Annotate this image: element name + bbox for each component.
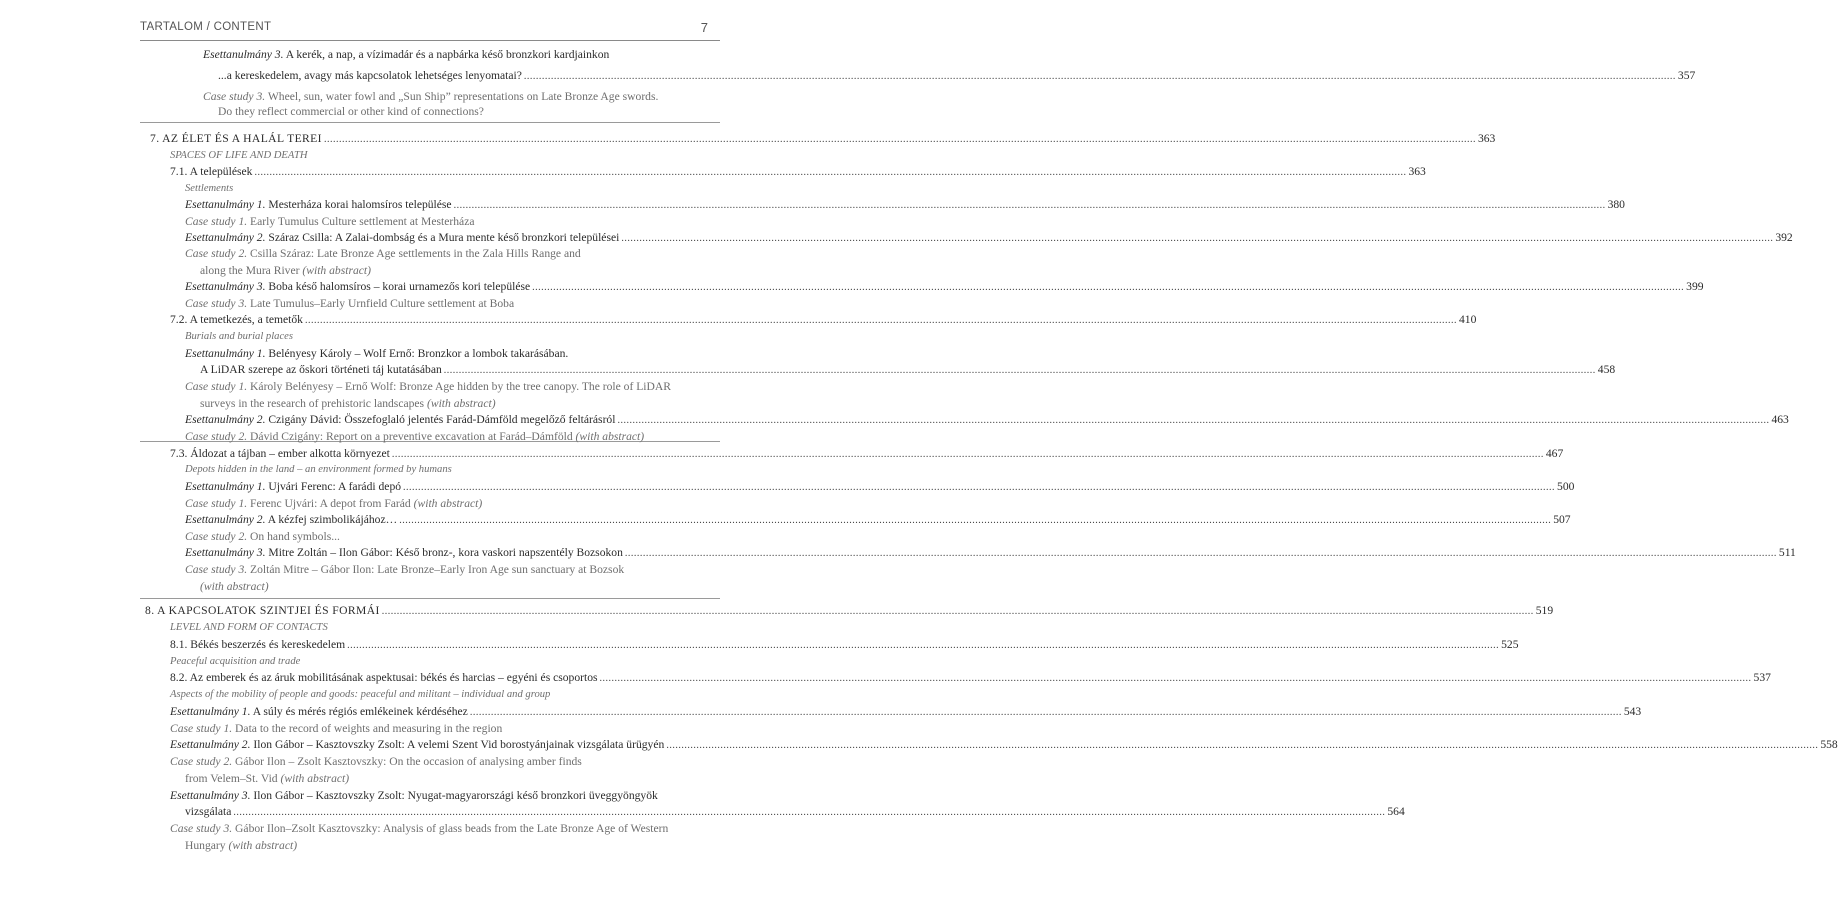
toc-entry-text (185, 245, 581, 262)
toc-entry-label: Esettanulmány 3. (185, 546, 266, 559)
toc-entry-title: Zoltán Mitre – Gábor Ilon: Late Bronze–Early Iron Age sun sanctuary at Bozsok (247, 563, 625, 576)
toc-entry-text (185, 428, 644, 445)
toc-entry (185, 213, 705, 230)
toc-entry (185, 245, 705, 262)
toc-entry (170, 147, 705, 164)
toc-entry-label: Esettanulmány 1. (170, 705, 251, 718)
toc-entry-label: Esettanulmány 3. (185, 280, 266, 293)
toc-entry-page: 363 (1408, 165, 1426, 178)
toc-entry-title: Csilla Száraz: Late Bronze Age settlements in the Zala Hills Range and (247, 247, 581, 260)
toc-entry-text (185, 461, 452, 478)
toc-entry-label: Case study 1. (185, 380, 248, 393)
toc-entry (185, 295, 705, 312)
toc-entry-text (170, 753, 582, 770)
dot-leader (444, 362, 1596, 379)
toc-entry (145, 602, 1554, 619)
toc-entry-label: Esettanulmány 1. (185, 198, 266, 211)
dot-leader (324, 131, 1476, 148)
toc-entry-title: ...a kereskedelem, avagy más kapcsolatok lehetséges lenyomatai? (218, 69, 522, 82)
toc-entry-text (150, 130, 322, 147)
toc-entry-label: Case study 1. (185, 215, 248, 228)
toc-entry (185, 229, 1793, 246)
toc-entry (185, 328, 705, 345)
toc-entry-text (185, 213, 474, 230)
toc-entry-title: A LiDAR szerepe az őskori történeti táj kutatásában (200, 363, 442, 376)
toc-entry-page: 363 (1477, 132, 1496, 145)
toc-entry-text (185, 495, 482, 512)
toc-entry-text (185, 278, 530, 295)
with-abstract-note: (with abstract) (575, 430, 645, 443)
toc-entry-page: 507 (1553, 513, 1571, 526)
toc-entry-title: 8.1. Békés beszerzés és kereskedelem (170, 638, 346, 651)
toc-entry-text (185, 528, 340, 545)
toc-entry-text (170, 736, 664, 753)
toc-entry (170, 787, 705, 804)
toc-entry-text (200, 262, 371, 279)
with-abstract-note: (with abstract) (200, 580, 269, 593)
toc-entry-title: Száraz Csilla: A Zalai-dombság és a Mura mente késő bronzkori települései (265, 231, 620, 244)
toc-entry (185, 428, 705, 445)
toc-entry-text (185, 345, 568, 362)
with-abstract-note: (with abstract) (280, 772, 350, 785)
toc-entry-title: Aspects of the mobility of people and goods: peaceful and militant – individual and group (170, 689, 551, 700)
toc-entry-title: On hand symbols... (247, 530, 340, 543)
toc-entry-label: Case study 3. (170, 822, 233, 835)
toc-entry (185, 461, 705, 478)
toc-entry-title: A súly és mérés régiós emlékeinek kérdéséhez (250, 705, 468, 718)
toc-entry-text (170, 636, 345, 653)
with-abstract-note: (with abstract) (228, 839, 298, 852)
toc-entry (185, 196, 1625, 213)
toc-entry-title: Belényesy Károly – Wolf Ernő: Bronzkor a lombok takarásában. (265, 347, 569, 360)
toc-entry-page: 558 (1820, 738, 1838, 751)
toc-entry (170, 703, 1642, 720)
toc-entry-text (185, 196, 452, 213)
toc-entry (170, 311, 1477, 328)
dot-leader (524, 68, 1676, 85)
toc-entry-text (200, 578, 269, 595)
toc-entry (185, 544, 1796, 561)
toc-entry-title: surveys in the research of prehistoric landscapes (200, 397, 427, 410)
dot-leader (347, 637, 1499, 654)
toc-entry (170, 669, 1771, 686)
toc-entry-text (170, 669, 598, 686)
toc-entry (200, 578, 705, 595)
toc-entry-title: Mesterháza korai halomsíros települése (265, 198, 452, 211)
dot-leader (625, 545, 1777, 562)
toc-entry-text (170, 653, 300, 670)
toc-entry-text (170, 163, 252, 180)
toc-entry-title: SPACES OF LIFE AND DEATH (170, 150, 308, 161)
toc-entry (185, 511, 1571, 528)
toc-entry-title: A kézfej szimbolikájához… (265, 513, 398, 526)
toc-entry-text (200, 395, 496, 412)
toc-entry-title: along the Mura River (200, 264, 303, 277)
toc-entry-label: Esettanulmány 2. (185, 413, 266, 426)
toc-entry (185, 837, 705, 854)
toc-entry-text (185, 328, 293, 345)
toc-entry-title: Mitre Zoltán – Ilon Gábor: Késő bronz-, kora vaskori napszentély Bozsokon (265, 546, 623, 559)
toc-entry (200, 361, 1616, 378)
toc-entry-title: Do they reflect commercial or other kind of connections? (218, 105, 484, 118)
toc-entry-label: Esettanulmány 1. (185, 347, 266, 360)
toc-entry-label: Esettanulmány 3. (170, 789, 251, 802)
toc-entry-text (185, 544, 623, 561)
toc-entry (185, 345, 705, 362)
toc-entry-title: vizsgálata (185, 805, 232, 818)
toc-entry-page: 467 (1545, 447, 1564, 460)
toc-entry (185, 803, 1405, 820)
toc-entry-text (170, 720, 502, 737)
toc-entry (185, 180, 705, 197)
toc-entry-text (145, 602, 380, 619)
toc-entry-title: Ilon Gábor – Kasztovszky Zsolt: A velemi Szent Vid borostyánjainak vizsgálata ürügyén (250, 738, 665, 751)
toc-entry-title: 7. AZ ÉLET ÉS A HALÁL TEREI (150, 132, 322, 145)
toc-entry-title: Gábor Ilon–Zsolt Kasztovszky: Analysis of glass beads from the Late Bronze Age of Western (232, 822, 669, 835)
toc-entry-text (185, 378, 671, 395)
toc-entry (170, 445, 1564, 462)
toc-entry (170, 653, 705, 670)
running-header-title: TARTALOM / CONTENT (140, 21, 272, 33)
toc-entry-label: Case study 2. (185, 247, 248, 260)
toc-entry (170, 636, 1519, 653)
section-divider (140, 598, 720, 599)
toc-entry-text (185, 837, 297, 854)
with-abstract-note: (with abstract) (413, 497, 483, 510)
dot-leader (399, 512, 1551, 529)
toc-entry-title: Late Tumulus–Early Urnfield Culture settlement at Boba (247, 297, 515, 310)
toc-entry-title: Burials and burial places (185, 331, 293, 342)
toc-entry-page: 543 (1623, 705, 1642, 718)
toc-entry-text (185, 229, 619, 246)
toc-entry-text (170, 147, 308, 164)
toc-entry-label: Esettanulmány 2. (185, 231, 266, 244)
toc-entry-text (185, 770, 349, 787)
dot-leader (666, 737, 1818, 754)
toc-entry-text (185, 803, 231, 820)
dot-leader (403, 479, 1555, 496)
toc-entry-text (170, 703, 468, 720)
dot-leader (305, 312, 1457, 329)
toc-entry-title: Data to the record of weights and measuring in the region (232, 722, 503, 735)
toc-entry-title: 8. A KAPCSOLATOK SZINTJEI ÉS FORMÁI (145, 604, 380, 617)
toc-entry-title: Károly Belényesy – Ernő Wolf: Bronze Age hidden by the tree canopy. The role of LiDAR (247, 380, 672, 393)
dot-leader (621, 230, 1773, 247)
dot-leader (254, 164, 1406, 181)
toc-entry (185, 411, 1789, 428)
toc-entry (170, 686, 705, 703)
toc-entry-page: 392 (1775, 231, 1793, 244)
toc-entry-text (185, 478, 401, 495)
toc-entry (170, 720, 705, 737)
toc-entry-page: 410 (1458, 313, 1477, 326)
dot-leader (382, 603, 1534, 620)
toc-entry-label: Esettanulmány 2. (185, 513, 266, 526)
toc-entry-text (170, 686, 550, 703)
dot-leader (454, 197, 1606, 214)
toc-entry (150, 130, 1496, 147)
toc-entry-title: 7.3. Áldozat a tájban – ember alkotta környezet (170, 447, 390, 460)
toc-entry-text (218, 103, 484, 120)
toc-entry-text (170, 787, 658, 804)
toc-entry-title: A kerék, a nap, a vízimadár és a napbárka késő bronzkori kardjainkon (283, 48, 610, 61)
toc-entry (218, 67, 1696, 84)
toc-entry-text (185, 561, 624, 578)
toc-entry-label: Case study 1. (170, 722, 233, 735)
toc-entry (170, 753, 705, 770)
toc-entry-label: Esettanulmány 2. (170, 738, 251, 751)
toc-entry-text (170, 619, 328, 636)
toc-entry-page: 399 (1686, 280, 1704, 293)
toc-entry (170, 619, 705, 636)
toc-entry-label: Case study 3. (185, 297, 248, 310)
toc-entry (170, 820, 705, 837)
toc-entry-title: Settlements (185, 183, 234, 194)
toc-entry-title: 7.1. A települések (170, 165, 253, 178)
toc-entry-label: Case study 2. (170, 755, 233, 768)
toc-entry-title: from Velem–St. Vid (185, 772, 281, 785)
toc-entry-text (185, 295, 514, 312)
toc-entry-title: Early Tumulus Culture settlement at Mesterháza (247, 215, 475, 228)
dot-leader (532, 279, 1684, 296)
toc-entry (185, 278, 1704, 295)
toc-entry-label: Case study 2. (185, 430, 248, 443)
toc-entry (185, 528, 705, 545)
toc-entry-text (203, 46, 609, 63)
toc-entry-label: Esettanulmány 3. (203, 48, 284, 61)
toc-entry (185, 378, 705, 395)
toc-entry (170, 163, 1426, 180)
toc-entry-text (185, 511, 397, 528)
toc-entry-title: Boba késő halomsíros – korai urnamezős kori települése (265, 280, 531, 293)
toc-entry-title: Czigány Dávid: Összefoglaló jelentés Farád-Dámföld megelőző feltárásról (265, 413, 616, 426)
toc-entry-page: 463 (1771, 413, 1789, 426)
toc-entry-title: 7.2. A temetkezés, a temetők (170, 313, 303, 326)
section-divider (140, 122, 720, 123)
toc-entry-page: 525 (1501, 638, 1519, 651)
running-header (140, 18, 720, 41)
toc-entry-label: Case study 3. (185, 563, 248, 576)
toc-entry-text (170, 311, 303, 328)
dot-leader (470, 704, 1622, 721)
toc-entry-text (170, 445, 390, 462)
with-abstract-note: (with abstract) (302, 264, 371, 277)
toc-entry-title: Gábor Ilon – Zsolt Kasztovszky: On the occasion of analysing amber finds (232, 755, 582, 768)
toc-entry-text (200, 361, 442, 378)
toc-entry-title: Depots hidden in the land – an environment formed by humans (185, 464, 452, 475)
toc-entry-text (185, 180, 233, 197)
toc-entry-text (218, 67, 522, 84)
toc-entry (200, 395, 705, 412)
toc-entry-title: Ilon Gábor – Kasztovszky Zsolt: Nyugat-magyarországi késő bronzkori üveggyöngyök (250, 789, 658, 802)
page-number: 7 (700, 20, 708, 35)
toc-entry-title: 8.2. Az emberek és az áruk mobilitásának aspektusai: békés és harcias – egyéni és csoportos (170, 671, 598, 684)
toc-entry (200, 262, 705, 279)
toc-entry-label: Case study 1. (185, 497, 248, 510)
toc-entry (185, 770, 705, 787)
toc-entry-title: Ujvári Ferenc: A farádi depó (265, 480, 402, 493)
toc-entry-page: 537 (1753, 671, 1771, 684)
toc-entry-title: Peaceful acquisition and trade (170, 656, 301, 667)
toc-entry-page: 564 (1387, 805, 1405, 818)
toc-entry (185, 478, 1575, 495)
toc-entry-page: 500 (1557, 480, 1575, 493)
toc-entry (203, 46, 705, 63)
toc-entry (185, 495, 705, 512)
toc-entry-page: 357 (1677, 69, 1696, 82)
toc-entry-title: Hungary (185, 839, 229, 852)
toc-entry-page: 458 (1597, 363, 1616, 376)
toc-entry (185, 561, 705, 578)
toc-entry-label: Case study 3. (203, 90, 266, 103)
toc-entry-label: Esettanulmány 1. (185, 480, 266, 493)
with-abstract-note: (with abstract) (426, 397, 496, 410)
toc-entry (218, 103, 705, 120)
toc-entry-text (170, 820, 668, 837)
toc-entry-page: 511 (1778, 546, 1796, 559)
toc-entry (170, 736, 1838, 753)
toc-entry-title: Ferenc Ujvári: A depot from Farád (247, 497, 414, 510)
dot-leader (233, 804, 1385, 821)
dot-leader (617, 412, 1769, 429)
toc-entry-label: Case study 2. (185, 530, 248, 543)
dot-leader (600, 670, 1752, 687)
toc-entry-title: LEVEL AND FORM OF CONTACTS (170, 622, 328, 633)
toc-entry-text (185, 411, 615, 428)
toc-entry-page: 519 (1535, 604, 1554, 617)
toc-entry-page: 380 (1607, 198, 1625, 211)
toc-entry-title: Wheel, sun, water fowl and „Sun Ship” representations on Late Bronze Age swords. (265, 90, 659, 103)
toc-entry-title: Dávid Czigány: Report on a preventive excavation at Farád–Dámföld (247, 430, 576, 443)
